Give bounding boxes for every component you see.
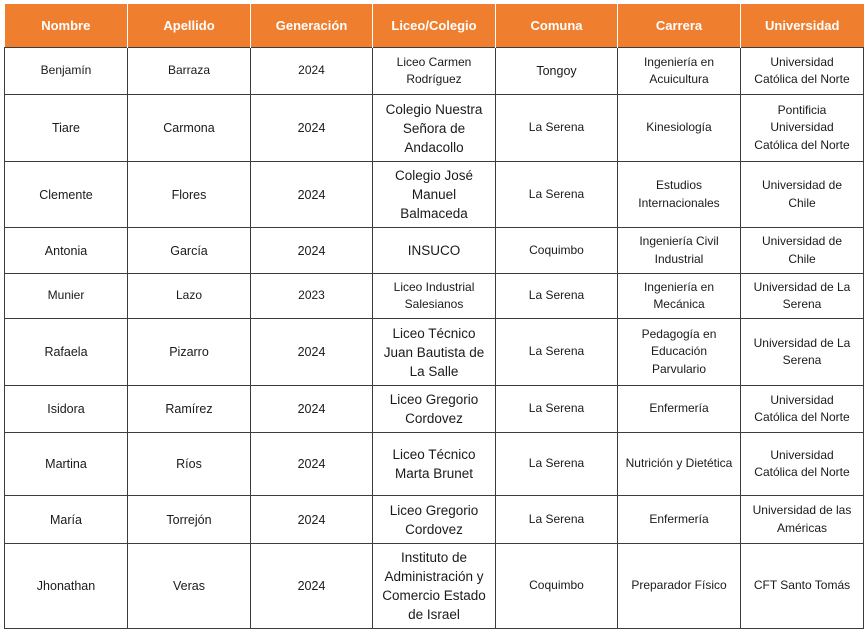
cell-generacion: 2024 [251, 48, 373, 95]
cell-generacion: 2024 [251, 433, 373, 496]
cell-universidad: Universidad de Chile [741, 162, 864, 228]
header-comuna: Comuna [496, 4, 618, 48]
cell-nombre: Clemente [5, 162, 128, 228]
cell-universidad: Universidad de La Serena [741, 319, 864, 386]
cell-generacion: 2024 [251, 496, 373, 544]
cell-universidad: Universidad Católica del Norte [741, 433, 864, 496]
table-row [5, 274, 864, 319]
cell-apellido: García [128, 228, 251, 274]
cell-carrera: Ingeniería Civil Industrial [618, 228, 741, 274]
header-generacion: Generación [251, 4, 373, 48]
cell-carrera: Nutrición y Dietética [618, 433, 741, 496]
table-body [5, 48, 864, 629]
cell-generacion: 2024 [251, 386, 373, 433]
cell-comuna: La Serena [496, 95, 618, 162]
cell-nombre: María [5, 496, 128, 544]
cell-carrera: Preparador Físico [618, 544, 741, 629]
cell-universidad: CFT Santo Tomás [741, 544, 864, 629]
header-liceo-colegio: Liceo/Colegio [373, 4, 496, 48]
table-row [5, 386, 864, 433]
table-row [5, 162, 864, 228]
cell-apellido: Carmona [128, 95, 251, 162]
cell-generacion: 2024 [251, 95, 373, 162]
cell-universidad: Universidad Católica del Norte [741, 386, 864, 433]
table-row [5, 496, 864, 544]
cell-apellido: Flores [128, 162, 251, 228]
cell-comuna: La Serena [496, 319, 618, 386]
cell-generacion: 2024 [251, 162, 373, 228]
cell-universidad: Universidad Católica del Norte [741, 48, 864, 95]
cell-apellido: Ríos [128, 433, 251, 496]
cell-carrera: Ingeniería en Mecánica [618, 274, 741, 319]
cell-generacion: 2024 [251, 544, 373, 629]
cell-apellido: Pizarro [128, 319, 251, 386]
cell-nombre: Rafaela [5, 319, 128, 386]
table-row [5, 319, 864, 386]
cell-universidad: Universidad de La Serena [741, 274, 864, 319]
header-nombre: Nombre [5, 4, 128, 48]
header-universidad: Universidad [741, 4, 864, 48]
cell-nombre: Martina [5, 433, 128, 496]
cell-liceo: Instituto de Administración y Comercio Estado de Israel [373, 544, 496, 629]
cell-carrera: Enfermería [618, 496, 741, 544]
cell-nombre: Tiare [5, 95, 128, 162]
cell-liceo: Liceo Gregorio Cordovez [373, 386, 496, 433]
cell-liceo: Liceo Industrial Salesianos [373, 274, 496, 319]
cell-carrera: Estudios Internacionales [618, 162, 741, 228]
cell-carrera: Kinesiología [618, 95, 741, 162]
cell-generacion: 2023 [251, 274, 373, 319]
cell-comuna: Tongoy [496, 48, 618, 95]
cell-universidad: Universidad de las Américas [741, 496, 864, 544]
cell-nombre: Jhonathan [5, 544, 128, 629]
cell-comuna: Coquimbo [496, 228, 618, 274]
cell-apellido: Barraza [128, 48, 251, 95]
cell-apellido: Torrejón [128, 496, 251, 544]
header-carrera: Carrera [618, 4, 741, 48]
cell-comuna: La Serena [496, 433, 618, 496]
cell-apellido: Veras [128, 544, 251, 629]
cell-comuna: La Serena [496, 386, 618, 433]
cell-generacion: 2024 [251, 319, 373, 386]
cell-nombre: Isidora [5, 386, 128, 433]
cell-nombre: Benjamín [5, 48, 128, 95]
cell-liceo: Colegio Nuestra Señora de Andacollo [373, 95, 496, 162]
cell-liceo: Liceo Técnico Marta Brunet [373, 433, 496, 496]
cell-nombre: Antonia [5, 228, 128, 274]
cell-liceo: Colegio José Manuel Balmaceda [373, 162, 496, 228]
table-row [5, 95, 864, 162]
header-row [5, 4, 864, 48]
cell-comuna: La Serena [496, 162, 618, 228]
cell-generacion: 2024 [251, 228, 373, 274]
table-row [5, 433, 864, 496]
cell-carrera: Ingeniería en Acuicultura [618, 48, 741, 95]
cell-comuna: Coquimbo [496, 544, 618, 629]
cell-carrera: Pedagogía en Educación Parvulario [618, 319, 741, 386]
cell-comuna: La Serena [496, 496, 618, 544]
table-row [5, 48, 864, 95]
cell-apellido: Ramírez [128, 386, 251, 433]
cell-liceo: INSUCO [373, 228, 496, 274]
table-row [5, 228, 864, 274]
cell-nombre: Munier [5, 274, 128, 319]
cell-carrera: Enfermería [618, 386, 741, 433]
table-header [5, 4, 864, 48]
table-row [5, 544, 864, 629]
header-apellido: Apellido [128, 4, 251, 48]
students-table [4, 4, 864, 629]
cell-liceo: Liceo Técnico Juan Bautista de La Salle [373, 319, 496, 386]
cell-liceo: Liceo Carmen Rodríguez [373, 48, 496, 95]
cell-liceo: Liceo Gregorio Cordovez [373, 496, 496, 544]
cell-comuna: La Serena [496, 274, 618, 319]
cell-universidad: Pontificia Universidad Católica del Norte [741, 95, 864, 162]
cell-universidad: Universidad de Chile [741, 228, 864, 274]
cell-apellido: Lazo [128, 274, 251, 319]
